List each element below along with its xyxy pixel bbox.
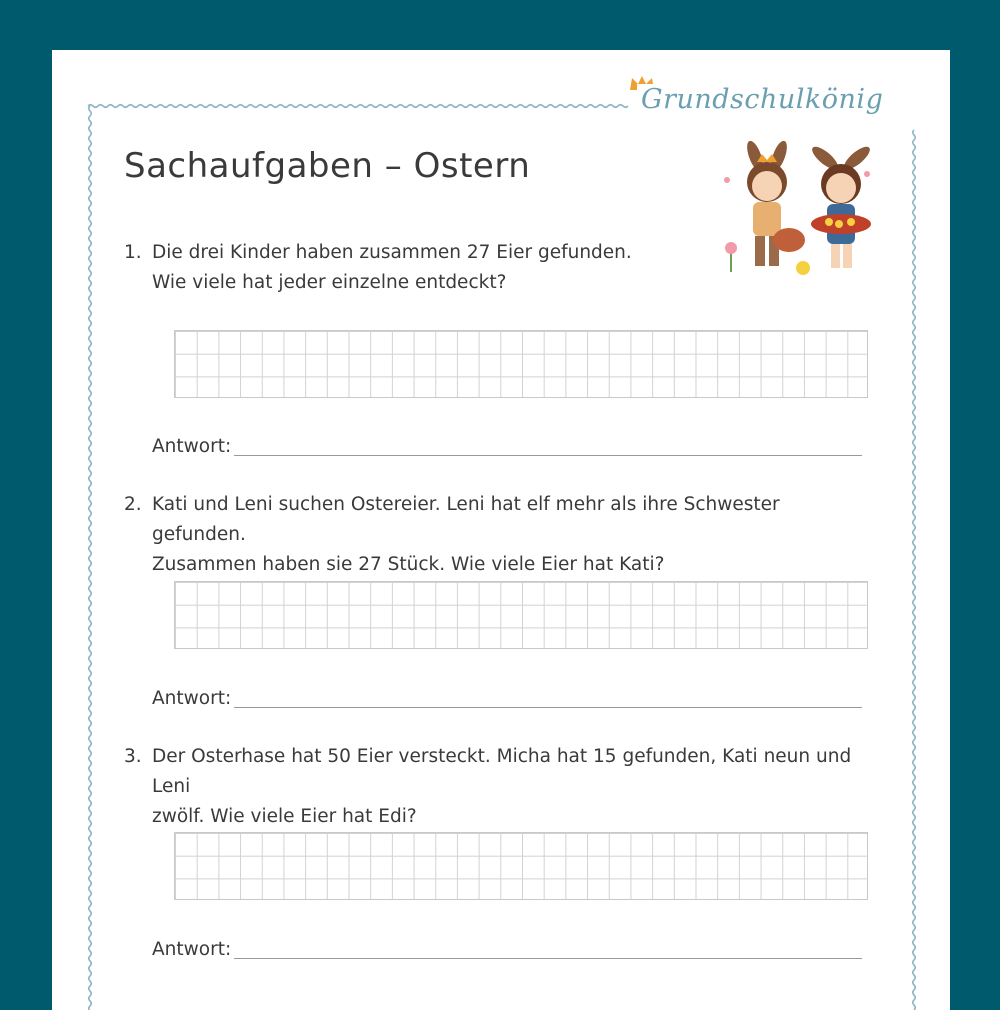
answer-grid[interactable] — [174, 832, 868, 900]
answer-label: Antwort: — [152, 688, 232, 709]
task-number: 2. — [124, 494, 142, 515]
task-line: zwölf. Wie viele Eier hat Edi? — [152, 806, 417, 827]
brand-logo: Grundschulkönig — [637, 84, 887, 115]
task-number: 1. — [124, 242, 142, 263]
task-text — [152, 742, 872, 832]
task-number: 3. — [124, 746, 142, 767]
task-line: Wie viele hat jeder einzelne entdeckt? — [152, 272, 507, 293]
answer-line[interactable] — [234, 958, 862, 959]
task-text — [152, 238, 872, 298]
answer-label: Antwort: — [152, 939, 232, 960]
answer-grid[interactable] — [174, 581, 868, 649]
answer-grid[interactable] — [174, 330, 868, 398]
answer-line[interactable] — [234, 455, 862, 456]
answer-label: Antwort: — [152, 436, 232, 457]
answer-line[interactable] — [234, 707, 862, 708]
worksheet-page — [52, 50, 950, 1010]
page-title: Sachaufgaben – Ostern — [124, 146, 531, 186]
task-text — [152, 490, 872, 580]
task-line: Zusammen haben sie 27 Stück. Wie viele Eier hat Kati? — [152, 554, 665, 575]
task-line: Die drei Kinder haben zusammen 27 Eier gefunden. — [152, 242, 632, 263]
task-line: Der Osterhase hat 50 Eier versteckt. Micha hat 15 gefunden, Kati neun und Leni — [152, 746, 852, 797]
task-line: Kati und Leni suchen Ostereier. Leni hat elf mehr als ihre Schwester gefunden. — [152, 494, 780, 545]
